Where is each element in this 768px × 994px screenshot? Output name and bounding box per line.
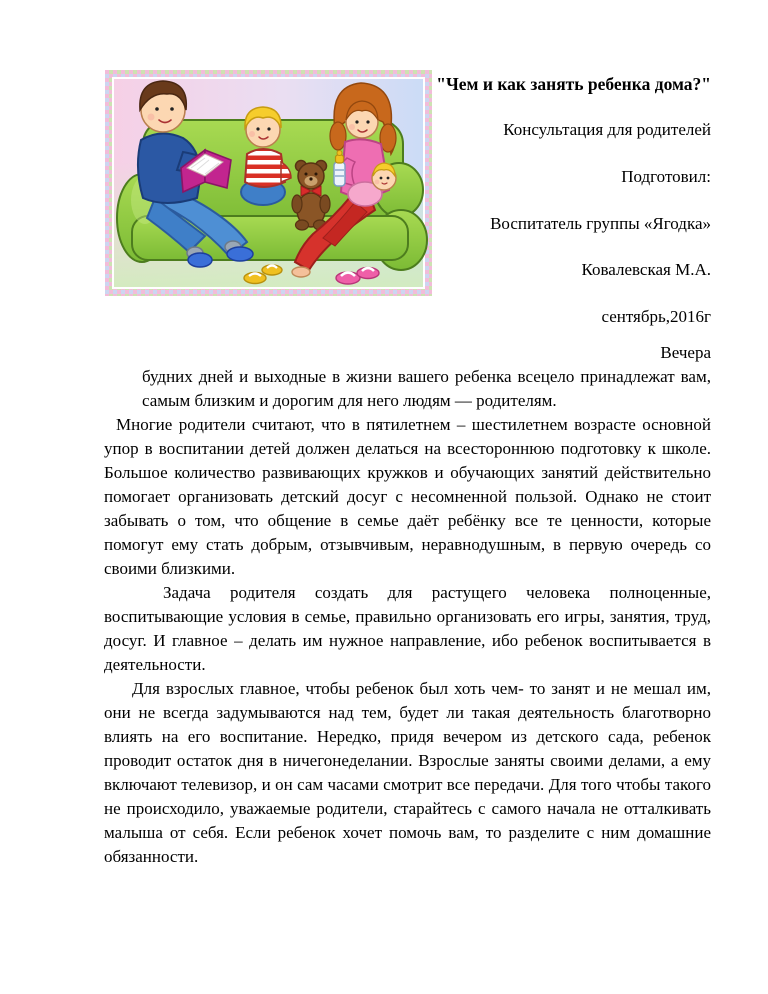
- paragraph-3: Задача родителя создать для растущего человека полноценные, воспитывающие условия в семье, правильно организовать его игры, занятия, труд, досуг. И главное – делать им нужное направление, ибо ребенок воспитывается в деятельности.: [104, 583, 711, 674]
- document-body: [104, 341, 711, 869]
- prepared-by-label: Подготовил:: [621, 167, 711, 186]
- paragraph-1-text: будних дней и выходные в жизни вашего ребенка всецело принадлежат вам, самым близким и дорогим для него людям — родителям.: [142, 367, 711, 410]
- document-date: сентябрь,2016г: [601, 307, 711, 326]
- paragraph-4: Для взрослых главное, чтобы ребенок был хоть чем- то занят и не мешал им, они не всегда задумываются над тем, будет ли такая деятельность благотворно влиять на его воспитание. Нередко, придя вечером из детского сада, ребенок проводит остаток дня в ничегонеделании. Взрослые заняты своими делами, а ему включают телевизор, и он сам часами смотрит все передачи. Для того чтобы такого не происходило, уважаемые родители, старайтесь с самого начала не отталкивать малыша от себя. Если ребенок хочет помочь вам, то разделите с ним домашние обязанности.: [104, 679, 711, 866]
- paragraph-2: Многие родители считают, что в пятилетнем – шестилетнем возрасте основной упор в воспитании детей должен делаться на всестороннюю подготовку к школе. Большое количество развивающих кружков и обучающих занятий действительно помогает организовать детский досуг с несомненной пользой. Однако не стоит забывать о том, что общение в семье даёт ребёнку все те ценности, которые помогут ему стать добрым, отзывчивым, неравнодушным, в первую очередь со своими близкими.: [104, 415, 711, 578]
- author-name: Ковалевская М.А.: [581, 260, 711, 279]
- paragraph-1-first-line: Вечера: [660, 343, 711, 362]
- family-illustration: [105, 70, 432, 296]
- paragraph-1: [142, 341, 711, 413]
- author-role: Воспитатель группы «Ягодка»: [490, 214, 711, 233]
- family-illustration-art: [105, 70, 432, 296]
- document-title: "Чем и как занять ребенка дома?": [436, 74, 711, 94]
- baby-bottle: [334, 151, 345, 187]
- document-subtitle: Консультация для родителей: [503, 120, 711, 139]
